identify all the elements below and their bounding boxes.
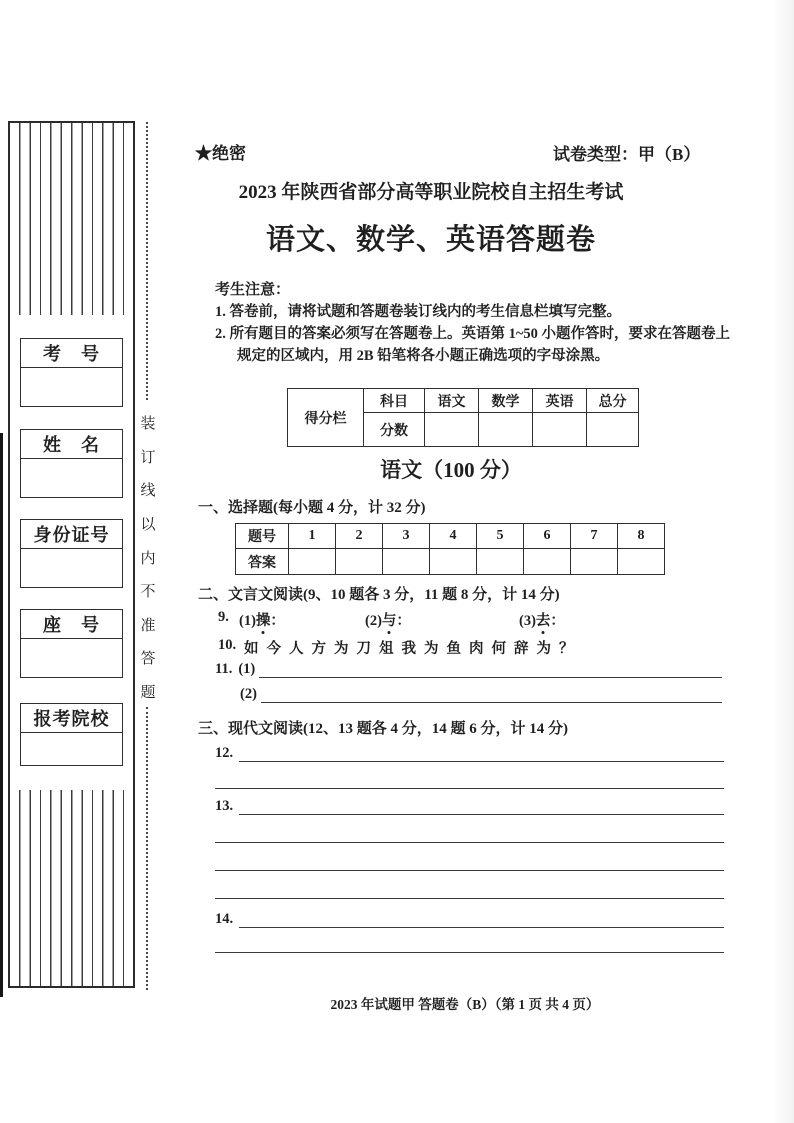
answer-line — [261, 681, 722, 703]
exam-number-box — [20, 338, 123, 407]
id-number-field — [21, 549, 122, 587]
candidate-info-panel — [8, 121, 135, 988]
exam-number-label: 考 号 — [21, 339, 122, 368]
choice-row-label: 题号 — [236, 524, 289, 549]
part-prefix: (1) — [239, 613, 256, 629]
section1-heading: 一、选择题(每小题 4 分，计 32 分) — [198, 500, 426, 516]
answer-line — [215, 870, 724, 871]
notice-heading: 考生注意： — [215, 282, 291, 298]
question-14 — [215, 906, 724, 928]
binding-char: 线 — [140, 483, 156, 500]
choice-number: 8 — [618, 524, 665, 549]
emphasized-word: 与 — [381, 613, 397, 629]
answer-cell — [477, 549, 524, 575]
applied-college-field — [21, 733, 122, 765]
answer-cell — [289, 549, 336, 575]
binding-char: 准 — [140, 617, 156, 634]
emphasized-word: 去 — [535, 613, 551, 629]
question-number: 11. — [215, 661, 233, 677]
score-table-corner: 得分栏 — [288, 389, 364, 447]
section3-heading: 三、现代文阅读(12、13 题各 4 分，14 题 6 分，计 14 分) — [198, 721, 568, 737]
binding-dotted-line-bottom — [146, 707, 148, 990]
answer-line — [215, 952, 724, 953]
candidate-notice — [215, 279, 731, 367]
question-number: 12. — [215, 745, 234, 761]
binding-char: 内 — [140, 550, 156, 567]
comb-lines-top — [19, 123, 124, 315]
seat-number-label: 座 号 — [21, 610, 122, 639]
choice-number: 5 — [477, 524, 524, 549]
paper-type-label: 试卷类型：甲（B） — [553, 145, 701, 164]
score-cell — [587, 413, 639, 447]
choice-number: 4 — [430, 524, 477, 549]
choice-number: 1 — [289, 524, 336, 549]
exam-number-field — [21, 368, 122, 406]
answer-line — [239, 740, 724, 762]
question-11-part1 — [215, 656, 722, 678]
answer-line — [215, 842, 724, 843]
notice-item: 1. 答卷前，请将试题和答题卷装订线内的考生信息栏填写完整。 — [215, 304, 621, 320]
answer-cell — [524, 549, 571, 575]
sub-number: (2) — [240, 686, 257, 702]
binding-dotted-line-top — [146, 122, 148, 400]
score-table-score-label: 分数 — [364, 413, 425, 447]
name-label: 姓 名 — [21, 430, 122, 459]
answer-cell — [571, 549, 618, 575]
score-table-subject: 语文 — [425, 389, 479, 413]
score-summary-table — [287, 388, 639, 447]
binding-char: 装 — [140, 416, 156, 432]
answer-line — [239, 906, 724, 928]
choice-number: 6 — [524, 524, 571, 549]
question-13 — [215, 793, 724, 815]
score-cell — [533, 413, 587, 447]
question-9-part1 — [239, 609, 285, 630]
part-colon: ： — [550, 613, 565, 629]
choice-answer-table — [235, 523, 665, 575]
applied-college-box — [20, 703, 123, 766]
scan-edge-line — [0, 433, 3, 997]
comb-lines-bottom — [19, 790, 124, 986]
question-number: 9. — [218, 609, 229, 625]
answer-cell — [618, 549, 665, 575]
answer-line — [239, 793, 724, 815]
classification-label: ★绝密 — [195, 144, 246, 163]
page-footer: 2023 年试题甲 答题卷（B）（第 1 页 共 4 页） — [330, 997, 600, 1012]
answer-cell — [336, 549, 383, 575]
answer-line — [259, 656, 722, 678]
name-box — [20, 429, 123, 498]
part-colon: ： — [270, 613, 285, 629]
question-9-part2 — [365, 609, 411, 630]
score-cell — [479, 413, 533, 447]
question-11-part2 — [240, 681, 722, 703]
name-field — [21, 459, 122, 497]
choice-number: 7 — [571, 524, 618, 549]
emphasized-word: 操 — [255, 613, 271, 629]
exam-name: 2023 年陕西省部分高等职业院校自主招生考试 — [238, 182, 624, 203]
score-table-subject-label: 科目 — [364, 389, 425, 413]
applied-college-label: 报考院校 — [21, 704, 122, 733]
question-12 — [215, 740, 724, 762]
id-number-box — [20, 519, 123, 588]
part-colon: ： — [396, 613, 411, 629]
notice-item: 2. 所有题目的答案必须写在答题卷上。英语第 1~50 小题作答时，要求在答题卷上规定的区域内，用 2B 铅笔将各小题正确选项的字母涂黑。 — [215, 326, 731, 364]
subject-title: 语文（100 分） — [380, 458, 522, 482]
score-cell — [425, 413, 479, 447]
question-10-sentence: 如今人方为刀俎我为鱼肉何辞为？ — [244, 641, 582, 657]
choice-number: 3 — [383, 524, 430, 549]
sub-number: (1) — [238, 661, 256, 677]
scan-shadow — [772, 0, 794, 1123]
binding-char: 答 — [140, 651, 156, 668]
binding-char: 题 — [140, 685, 156, 701]
score-table-subject: 英语 — [533, 389, 587, 413]
page-title: 语文、数学、英语答题卷 — [265, 224, 596, 256]
answer-cell — [383, 549, 430, 575]
part-prefix: (2) — [365, 613, 382, 629]
score-table-subject: 数学 — [479, 389, 533, 413]
choice-row-label: 答案 — [236, 549, 289, 575]
question-number: 14. — [215, 911, 234, 927]
question-9-part3 — [519, 609, 565, 630]
question-number: 10. — [218, 637, 237, 653]
answer-cell — [430, 549, 477, 575]
binding-char: 订 — [140, 449, 156, 466]
answer-line — [215, 898, 724, 899]
section2-heading: 二、文言文阅读(9、10 题各 3 分，11 题 8 分，计 14 分) — [198, 587, 560, 603]
choice-number: 2 — [336, 524, 383, 549]
question-number: 13. — [215, 798, 234, 814]
binding-char: 不 — [140, 584, 156, 601]
id-number-label: 身份证号 — [21, 520, 122, 549]
score-table-subject: 总分 — [587, 389, 639, 413]
binding-char: 以 — [140, 516, 156, 533]
answer-line — [215, 788, 724, 789]
part-prefix: (3) — [519, 613, 536, 629]
question-9 — [0, 609, 794, 631]
